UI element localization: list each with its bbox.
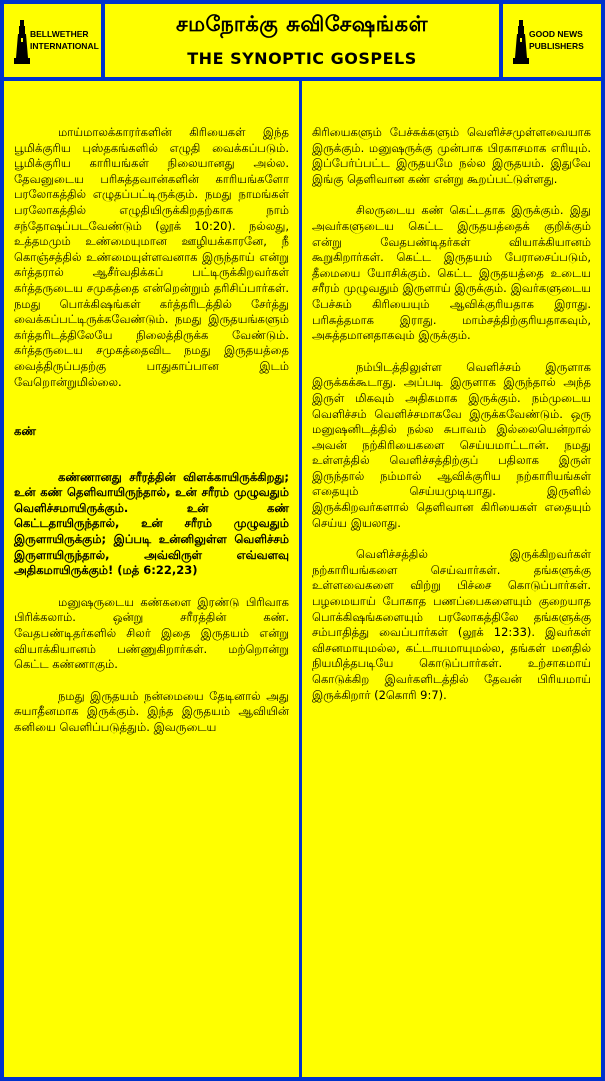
left-column bbox=[4, 81, 299, 1077]
logo-left-line1: BELLWETHER bbox=[30, 29, 89, 39]
left-paragraph-2: மனுஷருடைய கண்களை இரண்டு பிரிவாக பிரிக்கலாம். ஒன்று சரீரத்தின் கண். வேதபண்டிதர்களில் சிலர் இதை இருதயம் என்று வியாக்கியானம் பண்ணுகிறார்கள். மற்றொன்று கெட்ட கண்ணாகும். bbox=[14, 594, 289, 672]
bellwether-logo bbox=[10, 14, 98, 72]
right-paragraph-4: வெளிச்சத்தில் இருக்கிறவர்கள் நற்காரியங்களை செய்வார்கள். தங்களுக்கு உள்ளவைகளை விற்று பிச்சை கொடுப்பார்கள். பழமையாய் போகாத பணப்பைகளையும் குறையாத பொக்கிஷங்களையும் பரலோகத்திலே தங்களுக்கு சம்பாதித்து வைப்பார்கள் (லூக் 12:33). இவர்கள் விசனமாயுமல்ல, கட்டாயமாயுமல்ல, தங்கள் மனதில் நியமித்தபடியே கொடுப்பார்கள். உற்சாகமாய் கொடுக்கிற இவர்களிடத்தில் தேவன் பிரியமாய் இருக்கிறார் (2கொரி 9:7). bbox=[312, 547, 591, 702]
left-paragraph-1: மாய்மாலக்காரர்களின் கிரியைகள் இந்த பூமிக்குரிய புஸ்தகங்களில் எழுதி வைக்கப்படும். பூமிக்குரிய காரியங்கள் நிலையானது அல்ல. தேவனுடைய பரிசுத்தவான்களின் காரியங்களோ பரலோகத்தில் எழுதப்பட்டிருக்கும். நமது நாமங்கள் பரலோகத்தில் எழுதியிருக்கிறதற்காக நாம் சந்தோஷப்படவேண்டும் (லூக் 10:20). நல்லது, உத்தமமும் உண்மையுமான ஊழியக்காரனே, நீ கொஞ்சத்தில் உண்மையுள்ளவனாக இருந்தாய் என்று கர்த்தரால் ஆசீர்வதிக்கப் பட்டிருக்கிறவர்கள் கர்த்தருடைய சமுகத்தை என்றென்றும் தரிசிப்பார்கள். நமது பொக்கிஷங்கள் கர்த்தரிடத்தில் சேர்த்து வைக்கப்பட்டிருக்கவேண்டும். நமது இருதயங்களும் கர்த்தரிடத்திலேயே நிலைத்திருக்க வேண்டும். கர்த்தருடைய சமுகத்தைவிட நமது இருதயத்தை வைத்திருப்பதற்கு பாதுகாப்பான இடம் வேறொன்றுமில்லை. bbox=[14, 125, 289, 389]
page-title-tamil: சமநோக்கு சுவிசேஷங்கள் bbox=[175, 12, 429, 36]
logo-right-line1: GOOD NEWS bbox=[529, 29, 583, 39]
right-paragraph-2: சிலருடைய கண் கெட்டதாக இருக்கும். இது அவர்களுடைய கெட்ட இருதயத்தைக் குறிக்கும் என்று வேதபண்டிதர்கள் வியாக்கியானம் கூறுகிறார்கள். கெட்ட இருதயம் பேராசைப்படும், தீமையை யோசிக்கும். கெட்ட இருதயத்தை உடைய சரீரம் முழுவதும் இருளாய் இருக்கும். இவர்களுடைய பேச்சும் கிரியையும் ஆவிக்குரியதாக இராது. பரிசுத்தமாக இராது. மாம்சத்திற்குரியதாகவும், அசுத்தமானதாகவும் இருக்கும். bbox=[312, 203, 591, 343]
publisher-logo-right bbox=[503, 4, 601, 77]
logo-right-line2: PUBLISHERS bbox=[529, 41, 584, 51]
good-news-logo bbox=[509, 14, 597, 72]
publisher-logo-left bbox=[4, 4, 101, 77]
tower-icon bbox=[14, 18, 30, 66]
section-heading-eye: கண் bbox=[14, 424, 36, 439]
scripture-quote: கண்ணானது சரீரத்தின் விளக்காயிருக்கிறது; உன் கண் தெளிவாயிருந்தால், உன் சரீரம் முழுவதும் வெளிச்சமாயிருக்கும். உன் கண் கெட்டதாயிருந்தால், உன் சரீரம் முழுவதும் இருளாயிருக்கும்; இப்படி உன்னிலுள்ள வெளிச்சம் இருளாயிருந்தால், அவ்விருள் எவ்வளவு அதிகமாயிருக்கும்! (மத் 6:22,23) bbox=[14, 469, 289, 578]
right-paragraph-3: நம்பிடத்திலுள்ள வெளிச்சம் இருளாக இருக்கக்கூடாது. அப்படி இருளாக இருந்தால் அந்த இருள் மிகவும் அதிகமாக இருக்கும். நம்முடைய வெளிச்சம் வெளிச்சமாகவே இருக்கவேண்டும். ஒரு மனுஷனிடத்தில் நல்ல சுபாவம் இல்லையென்றால் அவன் நற்கிரியைகளை செய்யமாட்டான். நமது உள்ளத்தில் வெளிச்சத்திற்குப் பதிலாக இருள் இருந்தால் நம்மால் ஆவிக்குரிய நற்காரியங்கள் எதையும் செய்யமுடியாது. இருளில் இருக்கிறவர்களால் தெளிவான கிரியைகள் எதையும் செய்ய இயலாது. bbox=[312, 359, 591, 530]
header-title-box bbox=[105, 4, 499, 77]
tower-icon bbox=[513, 18, 529, 66]
logo-left-line2: INTERNATIONAL bbox=[30, 41, 99, 51]
left-paragraph-3: நமது இருதயம் நன்மையை தேடினால் அது சுயாதீனமாக இருக்கும். இந்த இருதயம் ஆவியின் கனியை வெளிப்படுத்தும். இவருடைய bbox=[14, 688, 289, 734]
right-paragraph-1: கிரியைகளும் பேச்சுக்களும் வெளிச்சமுள்ளவையாக இருக்கும். மனுஷருக்கு முன்பாக பிரகாசமாக எரியும். இப்பேர்ப்பட்ட இருதயமே நல்ல இருதயம். இதுவே இங்கு தெளிவான கண் என்று கூறப்பட்டுள்ளது. bbox=[312, 125, 591, 186]
page-title-english: THE SYNOPTIC GOSPELS bbox=[187, 49, 417, 68]
right-column bbox=[302, 81, 601, 1077]
